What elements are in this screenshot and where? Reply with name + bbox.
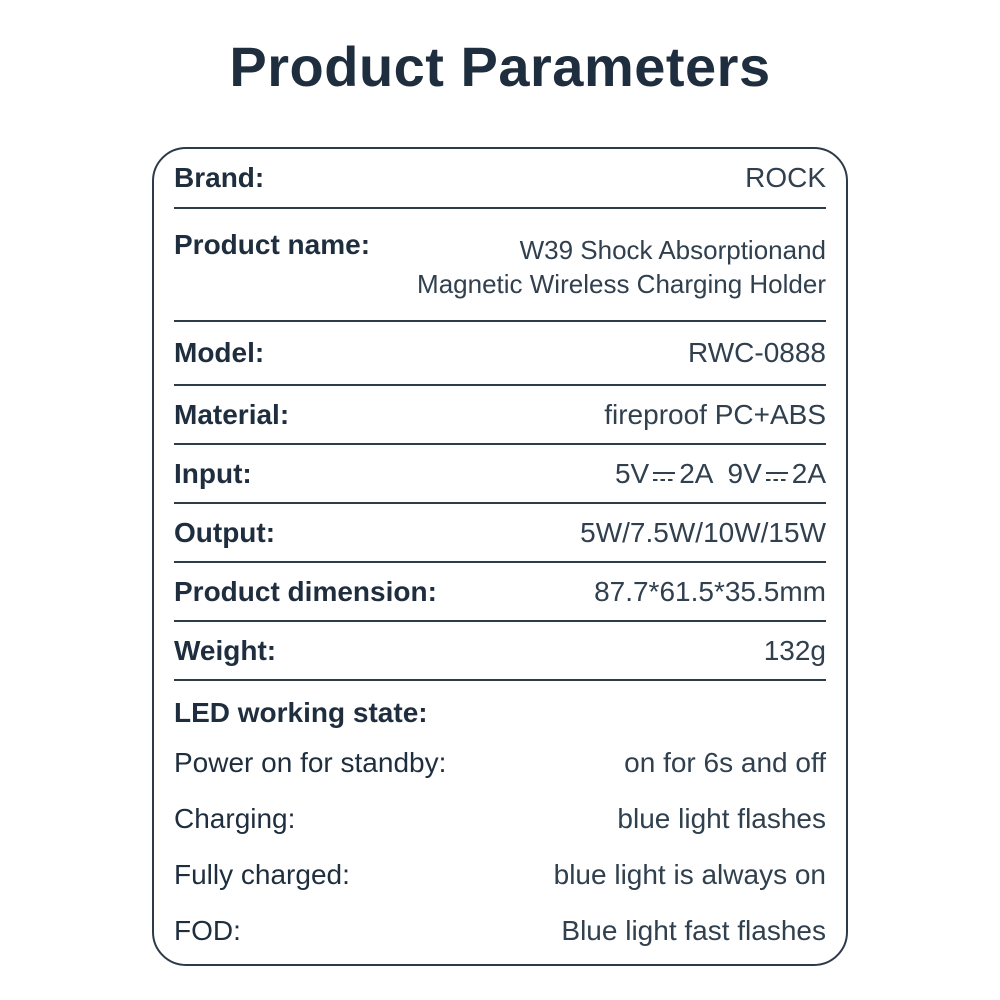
led-label: Charging: <box>174 803 296 834</box>
spec-value <box>417 209 826 301</box>
spec-row-output <box>174 504 826 563</box>
spec-row-input <box>174 445 826 504</box>
spec-value: 132g <box>763 634 826 666</box>
spec-row-brand <box>174 149 826 209</box>
spec-label: Brand: <box>174 162 265 193</box>
spec-value: fireproof PC+ABS <box>604 398 826 430</box>
direct-current-icon <box>652 468 676 485</box>
spec-value-line: Magnetic Wireless Charging Holder <box>417 269 826 299</box>
led-value: on for 6s and off <box>624 747 826 778</box>
led-value: Blue light fast flashes <box>561 915 826 946</box>
led-value: blue light flashes <box>617 803 826 834</box>
spec-value-line: W39 Shock Absorptionand <box>519 235 826 265</box>
spec-value: RWC-0888 <box>688 337 826 368</box>
spec-value <box>615 458 826 490</box>
spec-label: Model: <box>174 337 265 368</box>
spec-row-model <box>174 322 826 386</box>
led-value: blue light is always on <box>553 859 826 890</box>
input-value-part: 2A <box>791 457 826 489</box>
led-row-fod <box>174 903 826 959</box>
input-value-part: 2A 9V <box>679 457 762 489</box>
spec-value: 5W/7.5W/10W/15W <box>580 516 826 548</box>
led-row-fully-charged <box>174 847 826 903</box>
spec-row-dimension <box>174 563 826 622</box>
spec-value: ROCK <box>745 162 826 193</box>
spec-value: 87.7*61.5*35.5mm <box>594 575 826 607</box>
input-value-part: 5V <box>614 457 650 489</box>
led-label: Power on for standby: <box>174 747 447 778</box>
page-title: Product Parameters <box>229 35 771 98</box>
spec-label: Product dimension: <box>174 575 437 607</box>
spec-label: Material: <box>174 398 290 430</box>
led-section-title: LED working state: <box>174 697 428 728</box>
led-label: FOD: <box>174 915 241 946</box>
spec-card <box>152 147 848 966</box>
spec-row-product-name <box>174 209 826 322</box>
led-label: Fully charged: <box>174 859 350 890</box>
led-section <box>174 681 826 959</box>
spec-label: Output: <box>174 516 276 548</box>
spec-row-material <box>174 386 826 445</box>
led-row-charging <box>174 791 826 847</box>
spec-label: Input: <box>174 457 252 489</box>
led-row-standby <box>174 735 826 791</box>
direct-current-icon <box>765 468 789 485</box>
spec-label: Product name: <box>174 229 371 260</box>
spec-label: Weight: <box>174 634 277 666</box>
spec-row-weight <box>174 622 826 681</box>
